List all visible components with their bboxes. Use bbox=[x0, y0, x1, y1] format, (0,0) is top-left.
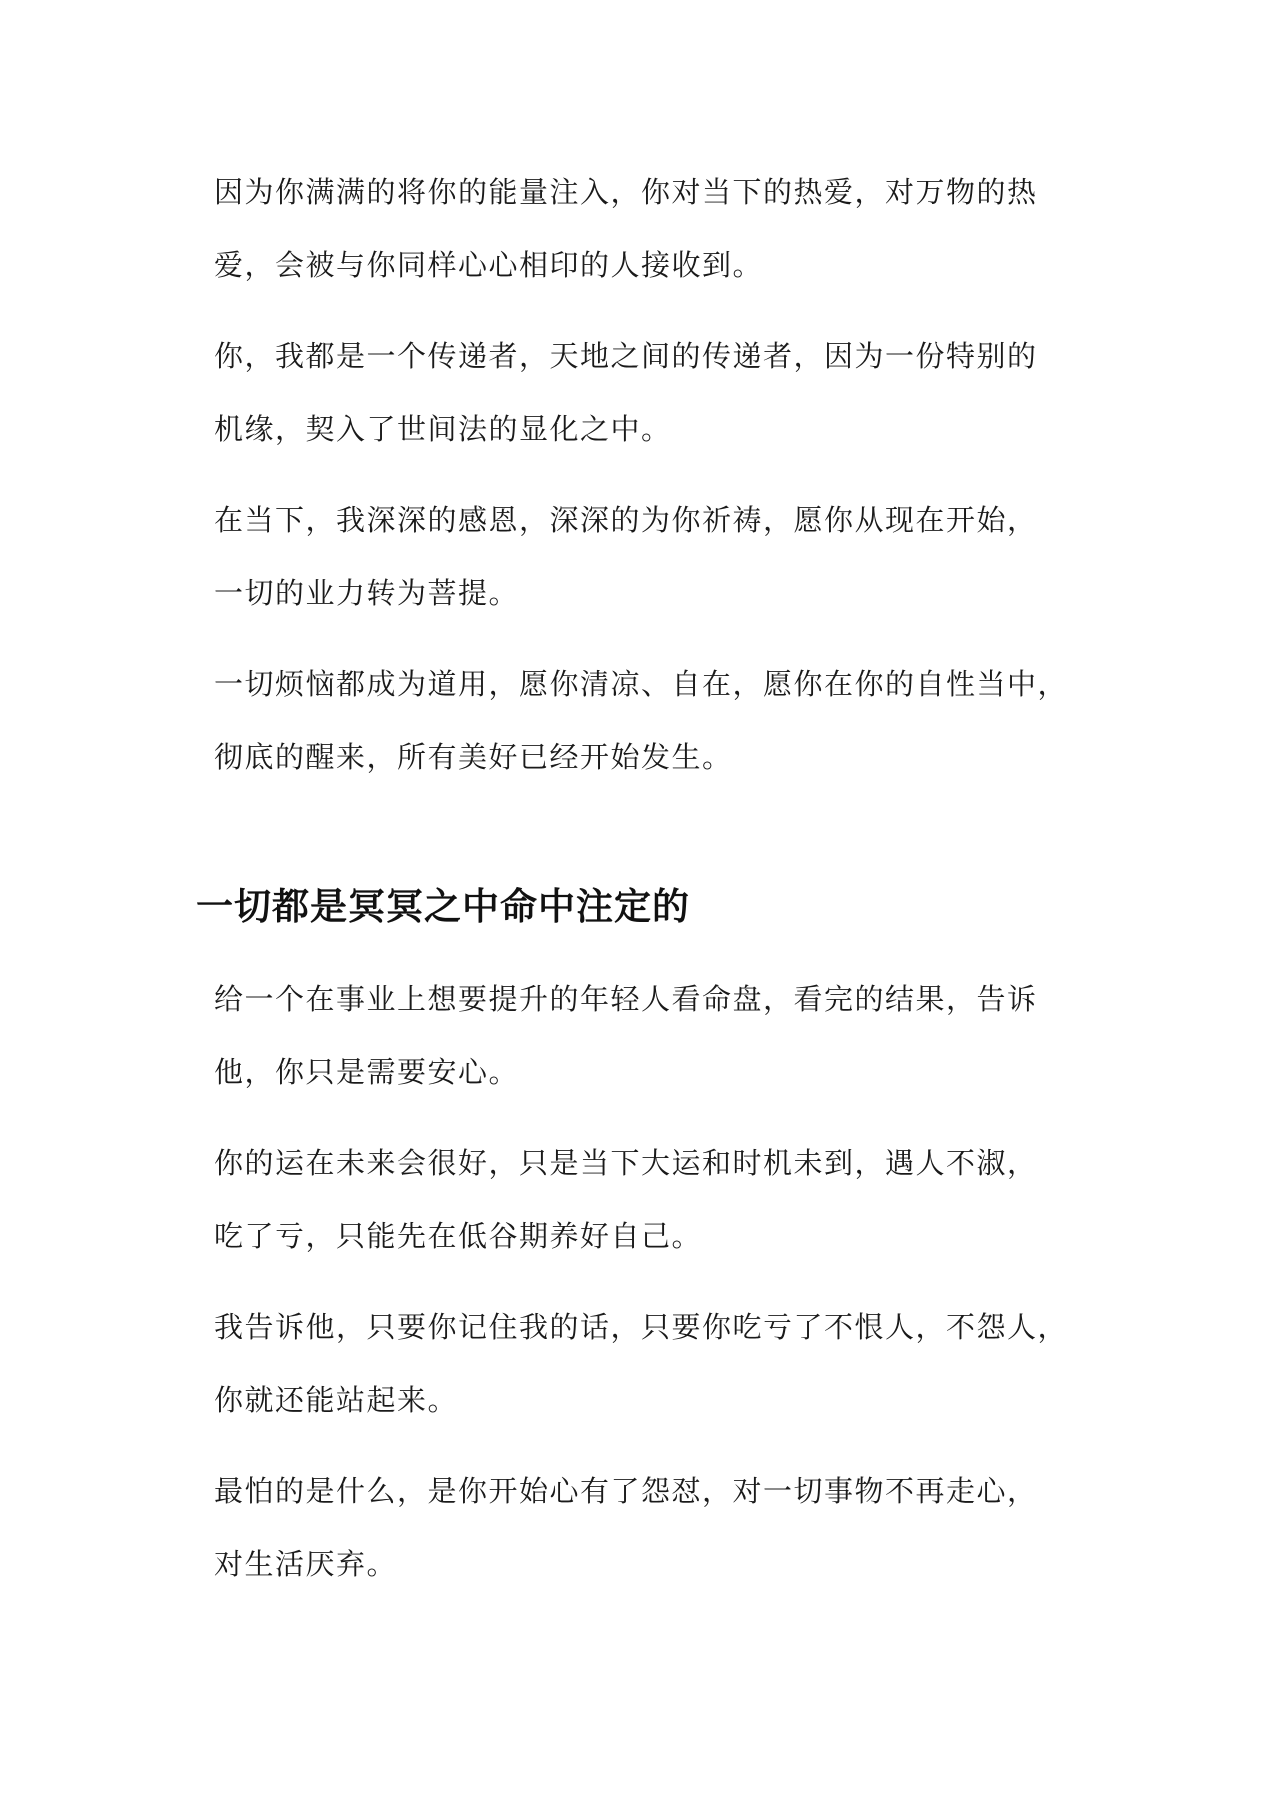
text-line: 我告诉他，只要你记住我的话，只要你吃亏了不恨人，不怨人， bbox=[214, 1310, 1069, 1344]
text-line: 你就还能站起来。 bbox=[214, 1383, 459, 1417]
text-line: 因为你满满的将你的能量注入，你对当下的热爱，对万物的热 bbox=[214, 175, 1038, 209]
paragraph bbox=[214, 648, 1074, 794]
text-line: 你，我都是一个传递者，天地之间的传递者，因为一份特别的 bbox=[214, 339, 1038, 373]
text-line: 机缘，契入了世间法的显化之中。 bbox=[214, 412, 672, 446]
text-line: 一切的业力转为菩提。 bbox=[214, 576, 520, 610]
section-heading: 一切都是冥冥之中命中注定的 bbox=[196, 885, 690, 928]
text-line: 你的运在未来会很好，只是当下大运和时机未到，遇人不淑， bbox=[214, 1146, 1038, 1180]
text-line: 对生活厌弃。 bbox=[214, 1547, 398, 1581]
text-line: 彻底的醒来，所有美好已经开始发生。 bbox=[214, 740, 733, 774]
paragraph bbox=[214, 156, 1074, 302]
text-line: 给一个在事业上想要提升的年轻人看命盘，看完的结果，告诉 bbox=[214, 982, 1038, 1016]
paragraph bbox=[214, 1127, 1074, 1273]
paragraph bbox=[214, 1291, 1074, 1437]
text-line: 吃了亏，只能先在低谷期养好自己。 bbox=[214, 1219, 703, 1253]
paragraph bbox=[214, 963, 1074, 1109]
text-line: 在当下，我深深的感恩，深深的为你祈祷，愿你从现在开始， bbox=[214, 503, 1038, 537]
paragraph bbox=[214, 1455, 1074, 1601]
text-line: 最怕的是什么，是你开始心有了怨怼，对一切事物不再走心， bbox=[214, 1474, 1038, 1508]
paragraph bbox=[214, 320, 1074, 466]
text-line: 他，你只是需要安心。 bbox=[214, 1055, 520, 1089]
text-line: 爱，会被与你同样心心相印的人接收到。 bbox=[214, 248, 764, 282]
paragraph bbox=[214, 484, 1074, 630]
text-line: 一切烦恼都成为道用，愿你清凉、自在，愿你在你的自性当中， bbox=[214, 667, 1069, 701]
